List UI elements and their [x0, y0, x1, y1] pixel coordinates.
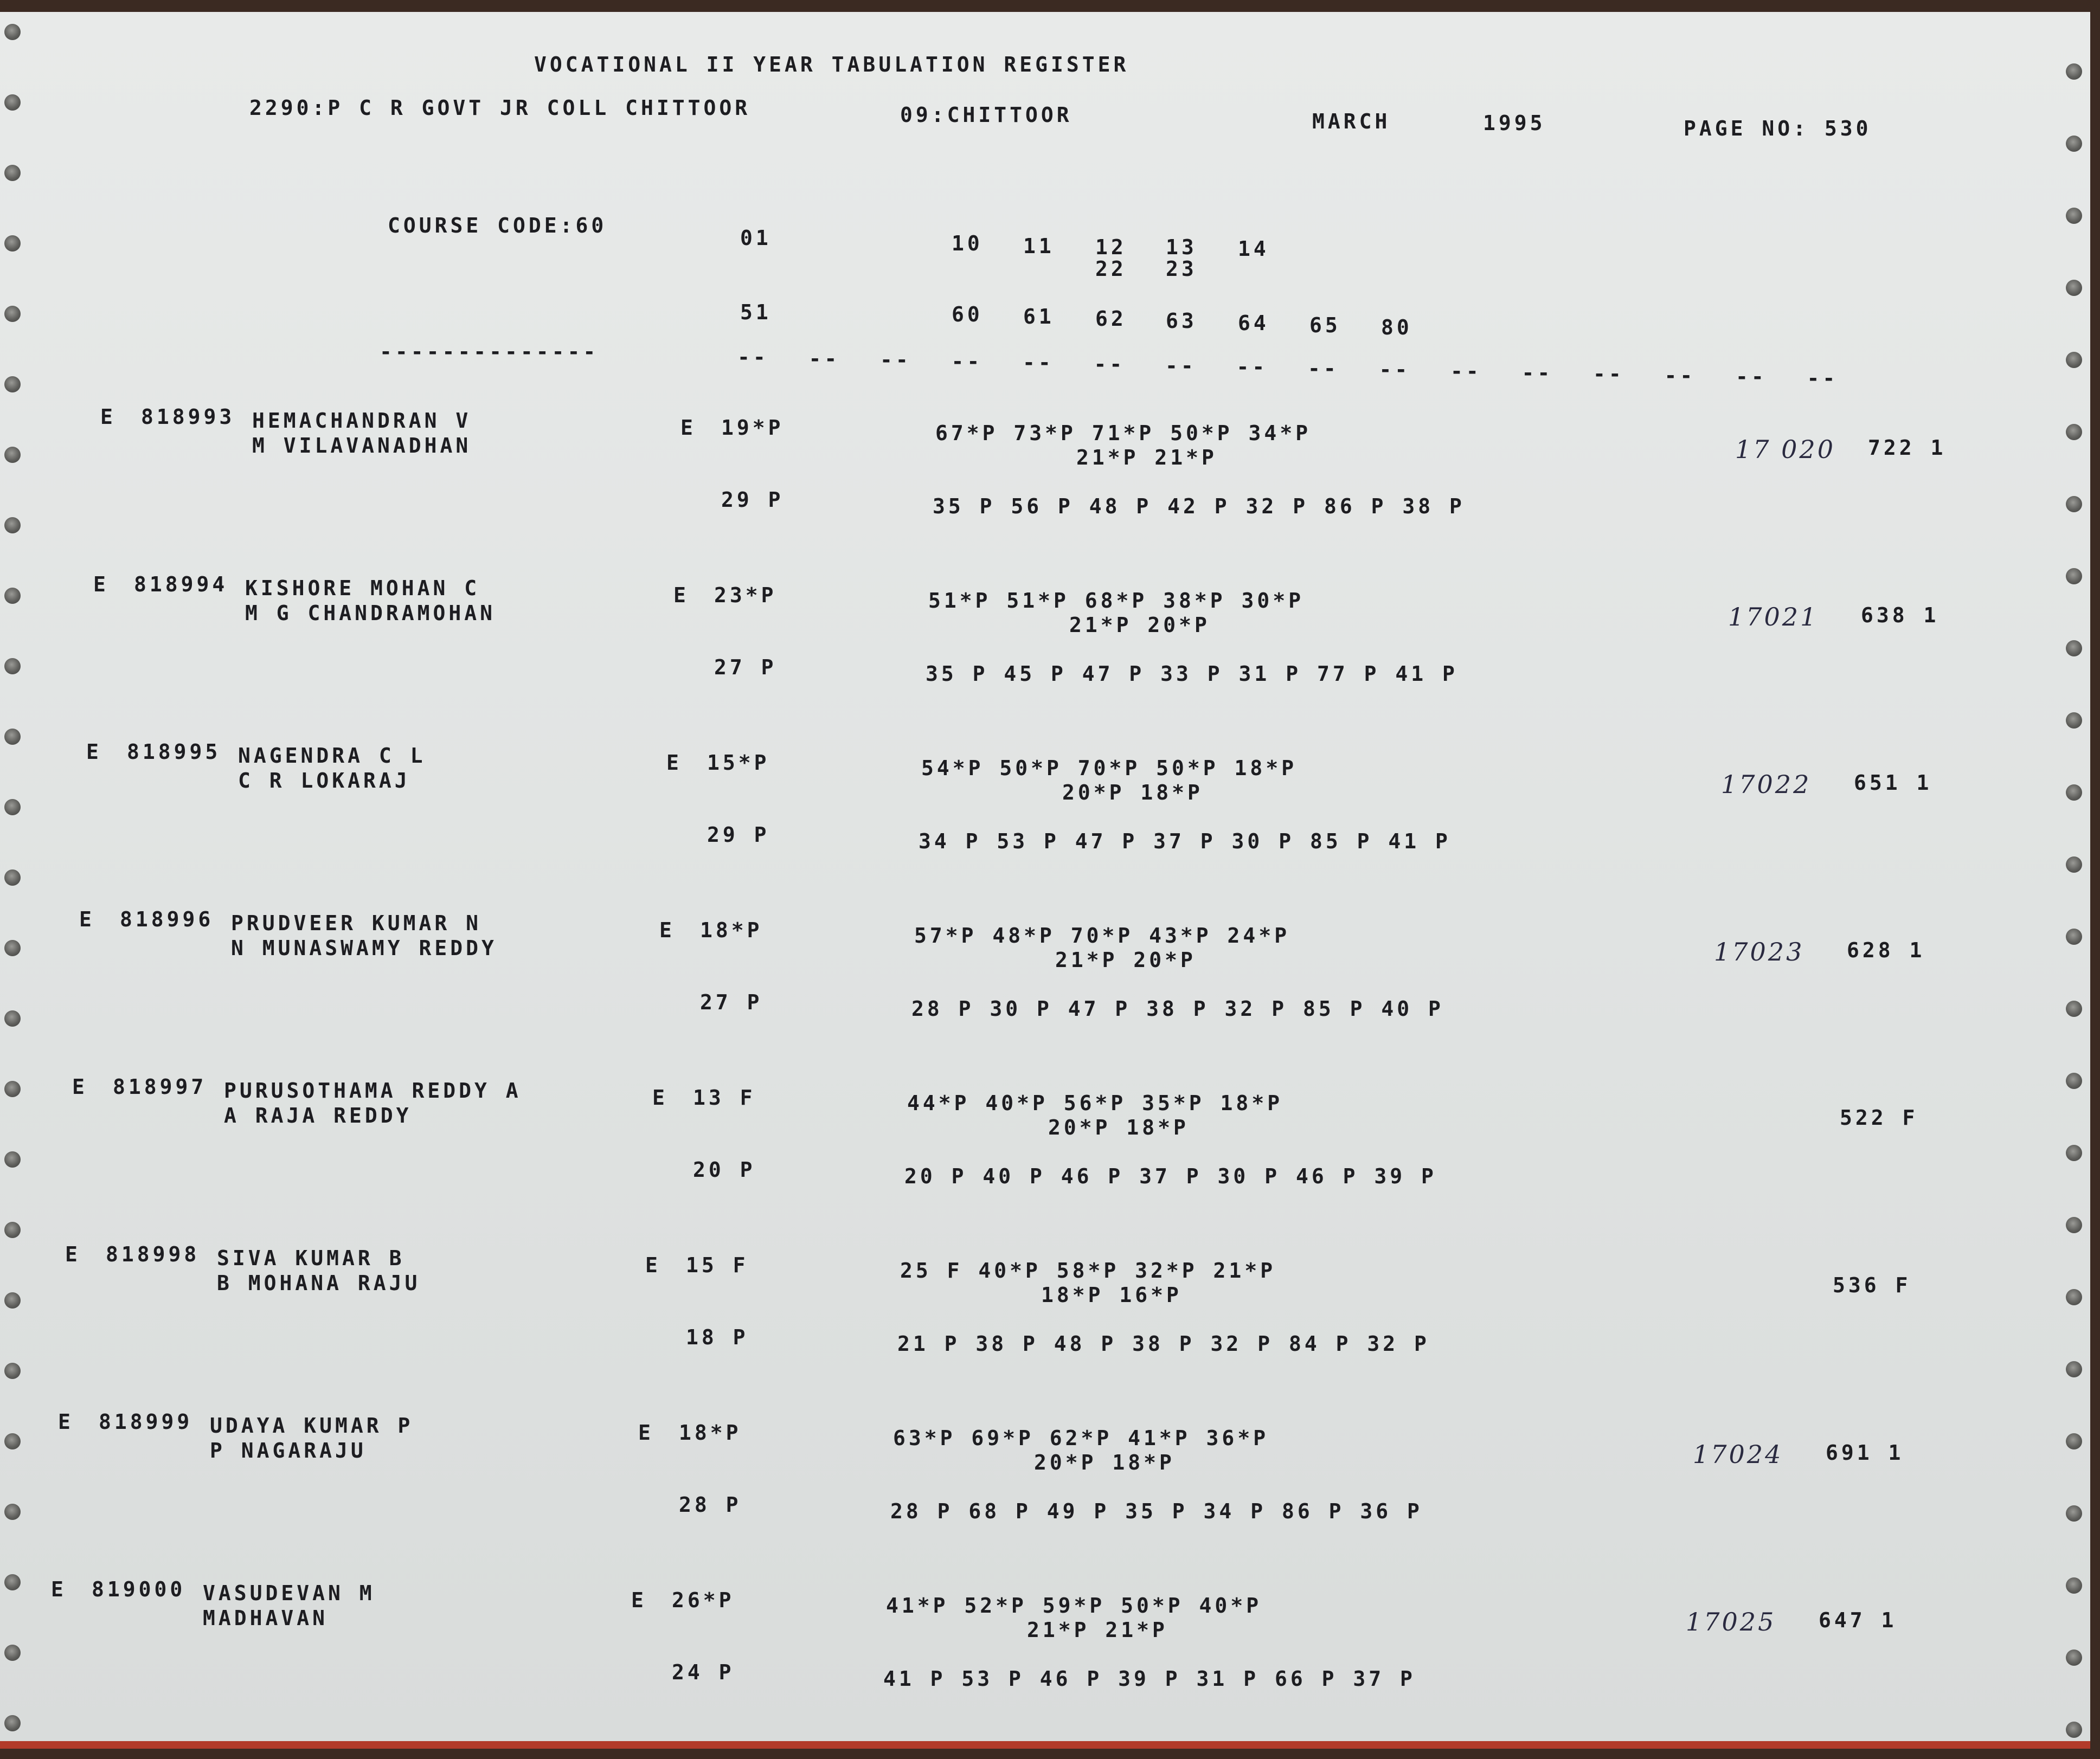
feed-hole [2066, 784, 2082, 801]
separator-dash: -- [1165, 353, 1197, 378]
feed-hole [4, 235, 21, 252]
feed-hole [2066, 929, 2082, 945]
code-row2-item: 64 [1238, 311, 1269, 335]
register-title: VOCATIONAL II YEAR TABULATION REGISTER [534, 53, 1129, 76]
code-row1b-item: 22 [1095, 257, 1127, 281]
feed-hole [2066, 208, 2082, 224]
part1-mark: 15*P [707, 751, 770, 775]
exam-month: MARCH [1312, 109, 1391, 133]
feed-hole [2066, 352, 2082, 368]
code-row1-item: 13 [1166, 235, 1197, 259]
student-name: PURUSOTHAMA REDDY A [224, 1079, 522, 1103]
language-medium: E [631, 1588, 647, 1612]
roll-number: 818995 [127, 740, 221, 764]
exam-type: E [100, 405, 116, 429]
year1-marks: 44*P 40*P 56*P 35*P 18*P [907, 1091, 1283, 1115]
register-sheet [0, 12, 2090, 1749]
year1-marks: 51*P 51*P 68*P 38*P 30*P [928, 589, 1305, 613]
year2-marks: 21 P 38 P 48 P 38 P 32 P 84 P 32 P [897, 1332, 1430, 1356]
year1-extra-marks: 21*P 21*P [1027, 1618, 1168, 1642]
code-row1-item: 14 [1238, 237, 1269, 261]
year2-marks: 28 P 68 P 49 P 35 P 34 P 86 P 36 P [890, 1499, 1423, 1523]
father-name: P NAGARAJU [210, 1439, 367, 1462]
year1-extra-marks: 18*P 16*P [1041, 1283, 1182, 1307]
grand-total: 691 1 [1826, 1441, 1904, 1465]
separator-dash: -- [1664, 363, 1696, 388]
year1-marks: 67*P 73*P 71*P 50*P 34*P [935, 421, 1312, 445]
year2-marks: 34 P 53 P 47 P 37 P 30 P 85 P 41 P [919, 829, 1451, 853]
feed-hole [2066, 1289, 2082, 1305]
feed-hole [4, 1574, 21, 1590]
exam-type: E [65, 1242, 81, 1266]
grand-total: 722 1 [1868, 436, 1947, 460]
separator-dash: -- [1807, 366, 1839, 390]
part2-mark: 29 P [721, 488, 784, 512]
part2-mark: 18 P [686, 1325, 749, 1349]
year1-extra-marks: 21*P 20*P [1069, 613, 1210, 637]
father-name: MADHAVAN [203, 1606, 329, 1630]
exam-type: E [51, 1577, 67, 1601]
year2-marks: 35 P 56 P 48 P 42 P 32 P 86 P 38 P [933, 494, 1465, 518]
part1-mark: 13 F [693, 1086, 756, 1110]
roll-number: 818997 [113, 1075, 207, 1099]
language-medium: E [659, 918, 675, 942]
student-name: NAGENDRA C L [238, 744, 426, 768]
roll-number: 818998 [106, 1242, 200, 1266]
roll-number: 818994 [134, 572, 228, 596]
feed-hole [2066, 1073, 2082, 1089]
roll-number: 819000 [92, 1577, 186, 1601]
father-name: N MUNASWAMY REDDY [231, 936, 497, 960]
year2-marks: 28 P 30 P 47 P 38 P 32 P 85 P 40 P [911, 997, 1444, 1021]
handwritten-serial: 17024 [1693, 1440, 1783, 1469]
feed-hole [4, 1504, 21, 1520]
exam-type: E [93, 572, 109, 596]
part1-mark: 18*P [679, 1421, 742, 1445]
district: 09:CHITTOOR [900, 103, 1073, 127]
student-name: SIVA KUMAR B [217, 1246, 405, 1270]
year1-marks: 57*P 48*P 70*P 43*P 24*P [914, 924, 1290, 948]
separator-dash: -- [951, 349, 983, 373]
year1-extra-marks: 20*P 18*P [1048, 1116, 1189, 1139]
feed-hole [2066, 280, 2082, 296]
feed-hole [2066, 1722, 2082, 1738]
code-row1-item: 12 [1095, 235, 1127, 259]
student-name: VASUDEVAN M [203, 1581, 375, 1605]
page-number: PAGE NO: 530 [1684, 117, 1872, 140]
year1-marks: 25 F 40*P 58*P 32*P 21*P [900, 1259, 1276, 1283]
feed-hole [4, 1222, 21, 1238]
feed-hole [2066, 640, 2082, 656]
grand-total: 638 1 [1861, 603, 1940, 627]
code-row2-item: 80 [1381, 315, 1412, 339]
language-medium: E [673, 583, 689, 607]
year2-marks: 35 P 45 P 47 P 33 P 31 P 77 P 41 P [926, 662, 1458, 686]
code-row2-item: 60 [952, 302, 983, 326]
year1-marks: 41*P 52*P 59*P 50*P 40*P [886, 1594, 1262, 1618]
handwritten-serial: 17 020 [1735, 435, 1835, 464]
part1-mark: 23*P [714, 583, 777, 607]
feed-hole [2066, 424, 2082, 440]
feed-hole [4, 447, 21, 463]
year1-extra-marks: 21*P 21*P [1076, 446, 1217, 469]
language-medium: E [652, 1086, 668, 1110]
feed-hole [4, 869, 21, 886]
handwritten-serial: 17021 [1728, 602, 1819, 632]
part1-mark: 15 F [686, 1253, 749, 1277]
exam-type: E [58, 1410, 74, 1434]
father-name: M VILAVANADHAN [252, 434, 472, 458]
feed-hole [2066, 1145, 2082, 1161]
handwritten-serial: 17022 [1721, 770, 1812, 799]
part2-mark: 27 P [714, 655, 777, 679]
tractor-feed-left [0, 12, 33, 1741]
grand-total: 651 1 [1854, 771, 1932, 795]
feed-hole [4, 1715, 21, 1731]
code-row1-item: 11 [1023, 234, 1055, 258]
feed-hole [4, 799, 21, 815]
separator-dash: -- [880, 348, 911, 372]
part2-mark: 20 P [693, 1158, 756, 1182]
code-row1-item: 01 [740, 226, 772, 250]
exam-type: E [79, 907, 95, 931]
feed-hole [2066, 568, 2082, 584]
roll-number: 818999 [99, 1410, 193, 1434]
roll-number: 818993 [141, 405, 235, 429]
student-name: KISHORE MOHAN C [245, 576, 480, 600]
student-name: PRUDVEER KUMAR N [231, 911, 482, 935]
feed-hole [4, 1363, 21, 1379]
feed-hole [4, 1010, 21, 1027]
feed-hole [4, 24, 21, 40]
feed-hole [2066, 1217, 2082, 1233]
year1-extra-marks: 21*P 20*P [1055, 948, 1196, 972]
feed-hole [2066, 856, 2082, 873]
separator-dash: -- [1236, 355, 1268, 379]
student-name: UDAYA KUMAR P [210, 1414, 414, 1438]
year1-marks: 63*P 69*P 62*P 41*P 36*P [893, 1426, 1269, 1450]
part1-mark: 18*P [700, 918, 763, 942]
separator-dash: -- [1308, 356, 1339, 381]
feed-hole [2066, 1505, 2082, 1522]
feed-hole [4, 1433, 21, 1449]
father-name: A RAJA REDDY [224, 1104, 412, 1127]
feed-hole [2066, 63, 2082, 80]
part2-mark: 27 P [700, 990, 763, 1014]
part2-mark: 29 P [707, 823, 770, 847]
feed-hole [2066, 1650, 2082, 1666]
feed-hole [4, 1645, 21, 1661]
code-row2-item: 51 [740, 300, 772, 324]
code-row2-item: 61 [1023, 305, 1055, 328]
code-row2-item: 65 [1309, 313, 1341, 337]
feed-hole [4, 1081, 21, 1097]
exam-type: E [72, 1075, 88, 1099]
grand-total: 536 F [1833, 1273, 1911, 1297]
exam-type: E [86, 740, 102, 764]
separator-dash: -- [808, 346, 840, 371]
year2-marks: 41 P 53 P 46 P 39 P 31 P 66 P 37 P [883, 1667, 1416, 1691]
language-medium: E [666, 751, 682, 775]
grand-total: 647 1 [1819, 1608, 1897, 1632]
feed-hole [4, 1151, 21, 1168]
feed-hole [2066, 1001, 2082, 1017]
language-medium: E [680, 416, 696, 440]
separator-dash: -- [1736, 365, 1767, 389]
feed-hole [2066, 1577, 2082, 1594]
father-name: M G CHANDRAMOHAN [245, 601, 496, 625]
grand-total: 628 1 [1847, 938, 1925, 962]
student-name: HEMACHANDRAN V [252, 409, 472, 433]
code-row2-item: 63 [1166, 309, 1197, 333]
college-name: 2290:P C R GOVT JR COLL CHITTOOR [249, 96, 751, 120]
separator-dash: -- [1593, 362, 1624, 386]
separator-dash: -- [1379, 358, 1411, 382]
separator-dash: -- [1450, 359, 1482, 383]
roll-number: 818996 [120, 907, 214, 931]
separator-rule: -------------- [380, 340, 599, 364]
feed-hole [4, 306, 21, 322]
exam-year: 1995 [1483, 111, 1546, 135]
feed-hole [2066, 712, 2082, 729]
part2-mark: 28 P [679, 1493, 742, 1517]
language-medium: E [638, 1421, 654, 1445]
code-row1b-item: 23 [1166, 257, 1197, 281]
feed-hole [4, 940, 21, 956]
feed-hole [2066, 496, 2082, 512]
feed-hole [2066, 1433, 2082, 1449]
feed-hole [4, 588, 21, 604]
feed-hole [4, 1292, 21, 1309]
feed-hole [4, 517, 21, 533]
feed-hole [4, 165, 21, 181]
father-name: B MOHANA RAJU [217, 1271, 421, 1295]
feed-hole [2066, 136, 2082, 152]
language-medium: E [645, 1253, 661, 1277]
feed-hole [4, 94, 21, 111]
code-row1-item: 10 [952, 231, 983, 255]
feed-hole [4, 658, 21, 674]
separator-dash: -- [1094, 352, 1126, 376]
part1-mark: 26*P [672, 1588, 735, 1612]
code-row2-item: 62 [1095, 307, 1127, 331]
year1-extra-marks: 20*P 18*P [1034, 1451, 1175, 1474]
feed-hole [2066, 1361, 2082, 1377]
tractor-feed-right [2058, 12, 2090, 1741]
separator-dash: -- [737, 345, 769, 369]
father-name: C R LOKARAJ [238, 769, 410, 792]
handwritten-serial: 17023 [1714, 937, 1804, 967]
part2-mark: 24 P [672, 1660, 735, 1684]
feed-hole [4, 729, 21, 745]
year1-marks: 54*P 50*P 70*P 50*P 18*P [921, 756, 1298, 780]
separator-dash: -- [1023, 351, 1054, 375]
course-code: COURSE CODE:60 [388, 214, 607, 237]
feed-hole [4, 376, 21, 392]
year1-extra-marks: 20*P 18*P [1062, 781, 1203, 804]
grand-total: 522 F [1840, 1106, 1918, 1130]
handwritten-serial: 17025 [1686, 1607, 1776, 1636]
year2-marks: 20 P 40 P 46 P 37 P 30 P 46 P 39 P [904, 1164, 1437, 1188]
part1-mark: 19*P [721, 416, 784, 440]
separator-dash: -- [1521, 360, 1553, 385]
